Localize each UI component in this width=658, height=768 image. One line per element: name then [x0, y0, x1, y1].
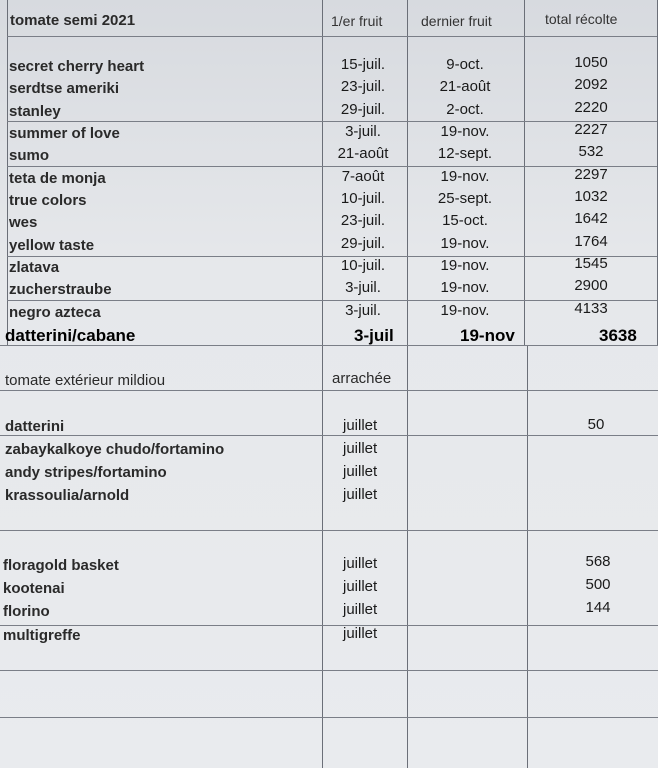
last-fruit-date: 15-oct.	[442, 212, 488, 229]
variety-name: teta de monja	[9, 170, 106, 187]
harvest-total: 568	[585, 553, 611, 570]
variety-name: true colors	[9, 192, 87, 209]
variety-name: wes	[9, 214, 38, 231]
highlight-row-name: datterini/cabane	[5, 326, 136, 345]
first-fruit-date: 29-juil.	[340, 101, 386, 118]
variety-name: zabaykalkoye chudo/fortamino	[5, 441, 225, 458]
removed-month: juillet	[343, 463, 378, 480]
last-fruit-date: 2-oct.	[446, 101, 484, 118]
last-fruit-date: 19-nov.	[440, 257, 490, 274]
highlight-row-last: 19-nov	[460, 326, 515, 345]
variety-name: kootenai	[3, 580, 65, 597]
variety-name: yellow taste	[9, 237, 95, 254]
harvest-total: 2297	[574, 166, 608, 183]
harvest-total: 144	[585, 599, 611, 616]
last-fruit-header: dernier fruit	[421, 13, 492, 29]
last-fruit-date: 21-août	[439, 78, 491, 95]
variety-name: krassoulia/arnold	[5, 487, 130, 504]
variety-name: negro azteca	[9, 304, 101, 321]
first-fruit-date: 23-juil.	[340, 212, 386, 229]
first-fruit-date: 10-juil.	[340, 190, 386, 207]
row-divider	[0, 530, 658, 531]
variety-name: secret cherry heart	[9, 58, 145, 75]
first-fruit-date: 3-juil.	[345, 302, 381, 319]
harvest-total: 500	[585, 576, 611, 593]
removed-month: juillet	[343, 601, 378, 618]
variety-name: zlatava	[9, 259, 60, 276]
total-harvest-header: total récolte	[545, 11, 618, 27]
removed-column-label: arrachée	[332, 370, 392, 387]
harvest-total: 2092	[574, 76, 608, 93]
removed-month: juillet	[343, 578, 378, 595]
variety-name: serdtse ameriki	[9, 80, 120, 97]
harvest-total: 50	[587, 416, 605, 433]
row-divider	[0, 625, 658, 626]
variety-name: multigreffe	[3, 627, 81, 644]
last-fruit-date: 19-nov.	[440, 168, 490, 185]
harvest-total: 532	[578, 143, 604, 160]
last-fruit-date: 25-sept.	[437, 190, 493, 207]
harvest-total: 2900	[574, 277, 608, 294]
harvest-total: 2220	[574, 99, 608, 116]
last-fruit-date: 19-nov.	[440, 235, 490, 252]
last-fruit-date: 12-sept.	[437, 145, 493, 162]
first-fruit-date: 7-août	[341, 168, 385, 185]
row-divider	[7, 36, 657, 37]
first-fruit-date: 15-juil.	[340, 56, 386, 73]
last-fruit-date: 19-nov.	[440, 279, 490, 296]
last-fruit-date: 19-nov.	[440, 123, 490, 140]
removed-month: juillet	[343, 625, 378, 642]
highlight-row-total: 3638	[599, 326, 637, 345]
first-fruit-date: 23-juil.	[340, 78, 386, 95]
table-title: tomate semi 2021	[10, 12, 136, 29]
variety-name: floragold basket	[3, 557, 119, 574]
variety-name: sumo	[9, 147, 50, 164]
variety-name: andy stripes/fortamino	[5, 464, 167, 481]
harvest-total: 1545	[574, 255, 608, 272]
harvest-total: 1032	[574, 188, 608, 205]
first-fruit-date: 3-juil.	[345, 279, 381, 296]
harvest-total: 2227	[574, 121, 608, 138]
variety-name: zucherstraube	[9, 281, 112, 298]
variety-name: summer of love	[9, 125, 120, 142]
outdoor-section-title: tomate extérieur mildiou	[5, 372, 166, 389]
removed-month: juillet	[343, 486, 378, 503]
last-fruit-date: 19-nov.	[440, 302, 490, 319]
first-fruit-date: 21-août	[337, 145, 389, 162]
harvest-total: 4133	[574, 300, 608, 317]
last-fruit-date: 9-oct.	[446, 56, 484, 73]
row-divider	[0, 717, 658, 718]
harvest-total: 1764	[574, 233, 608, 250]
row-divider	[0, 435, 658, 436]
first-fruit-date: 3-juil.	[345, 123, 381, 140]
column-divider	[527, 345, 528, 768]
column-divider	[7, 0, 8, 345]
removed-month: juillet	[343, 440, 378, 457]
removed-month: juillet	[343, 555, 378, 572]
variety-name: florino	[3, 603, 50, 620]
first-fruit-header: 1/er fruit	[331, 13, 383, 29]
removed-month: juillet	[343, 417, 378, 434]
row-divider	[0, 670, 658, 671]
row-divider	[0, 345, 658, 346]
harvest-total: 1050	[574, 54, 608, 71]
harvest-total: 1642	[574, 210, 608, 227]
variety-name: datterini	[5, 418, 65, 435]
row-divider	[0, 390, 658, 391]
highlight-row-first: 3-juil	[354, 326, 394, 345]
variety-name: stanley	[9, 103, 61, 120]
column-divider	[524, 0, 525, 345]
first-fruit-date: 29-juil.	[340, 235, 386, 252]
first-fruit-date: 10-juil.	[340, 257, 386, 274]
